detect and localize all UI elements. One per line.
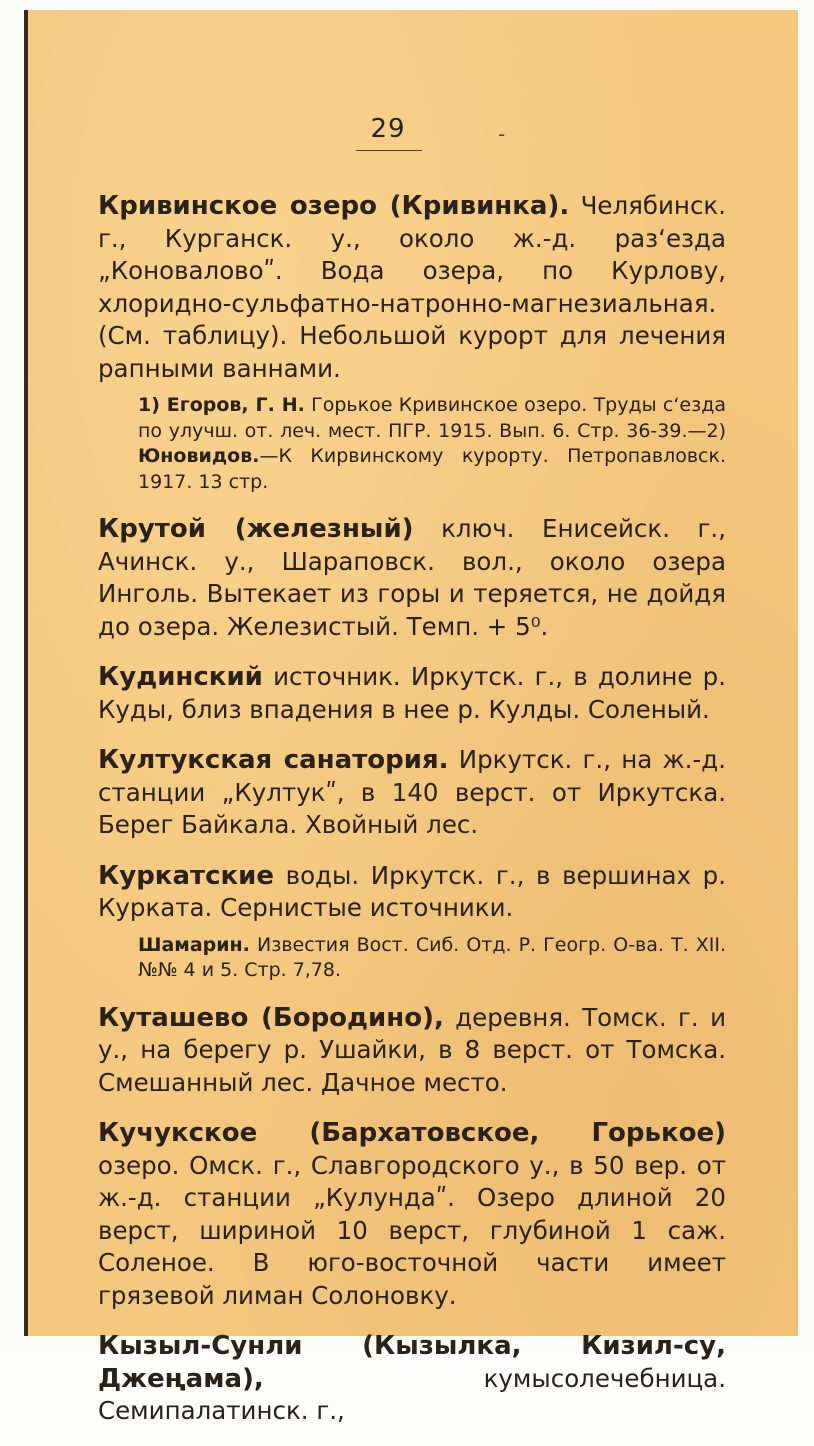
entry-body [98,661,726,726]
entry-krutoy [98,513,726,643]
reference-text: Горькое Кривинское озеро. Труды с‘езда по улучш. от. леч. мест. ПГР. 1915. Вып. 6. Стр. 36-39.—2) [138,394,726,442]
entry-text: источник. Иркутск. г., в долине р. Куды, близ впадения в нее р. Кулды. Соленый. [98,662,726,724]
entry-body [98,1002,726,1100]
entry-reference [138,393,726,495]
entry-headword: Култукская санатория. [98,745,449,775]
entry-text: воды. Иркутск. г., в вершинах р. Курката. Сернистые источники. [98,860,726,922]
page-text [98,190,726,1446]
entry-body [98,860,726,925]
book-page [24,10,798,1425]
entry-kurkatskie [98,860,726,984]
entry-headword: Кызыл-Сунли (Кызылка, Кизил-су, Джеңама), [98,1331,726,1394]
reference-text: Известия Вост. Сиб. Отд. Р. Геогр. О-ва. Т. XII. №№ 4 и 5. Стр. 7,78. [138,933,726,981]
entry-headword: Кутaшево (Бородино), [98,1002,444,1033]
entry-body [98,1330,726,1428]
entry-kyzyl-sunli [98,1330,726,1428]
entry-body [98,190,726,385]
entry-body [98,1117,726,1312]
entry-kutashevo [98,1002,726,1100]
entry-kudinsky [98,661,726,726]
entry-headword: Кривинское озеро (Кривинка). [98,191,570,221]
entry-text: озеро. Омск. г., Славгородского у., в 50 вер. от ж.-д. станции „Кулундаʺ. Озеро длиной 20 верст, шириной 10 верст, глубиной 1 саж. Соленое. В юго-восточной части имеет грязевой лиман Солоновку. [98,1150,726,1310]
entry-body [98,744,726,842]
reference-author: 1) Егоров, Г. Н. [138,394,305,416]
entry-kuchukskoe [98,1117,726,1312]
entry-headword: Кучукское (Бархатовское, Горькое) [98,1118,726,1148]
entry-headword: Крутой (железный) [98,514,414,544]
page-number-rule [356,150,422,151]
entry-text: Иркутск. г., на ж.-д. станции „Култукʺ, в 140 верст. от Иркутска. Берег Байкала. Хвойный лес. [98,745,726,839]
reference-author: Шамарин. [138,933,250,956]
entry-headword: Куркатские [98,860,274,891]
entry-kultukskaya [98,744,726,842]
stray-mark: - [498,122,506,146]
entry-body [98,513,726,643]
entry-text: кумысолечебница. Семипалатинск. г., [98,1363,726,1425]
entry-text: деревня. Томск. г. и у., на берегу р. Ушайки, в 8 верст. от Томска. Смешанный лес. Дачное место. [98,1002,727,1097]
entry-headword: Кудинский [98,662,263,692]
page-number: 29 [370,114,406,144]
entry-krivinskoe [98,190,726,495]
entry-text: Челябинск. г., Курганск. у., около ж.-д. раз‘езда „Коноваловоʺ. Вода озера, по Курлову, хлоридно-сульфатно-натронно-магнезиальная. (См. таблицу). Небольшой курорт для лечения рапными ваннами. [98,191,726,383]
entry-reference [138,933,726,984]
entry-text: ключ. Енисейск. г., Ачинск. у., Шараповск. вол., около озера Инголь. Вытекает из горы и теряется, не дойдя до озера. Железистый. Темп. + 5⁰. [98,514,726,641]
reference-author: Юновидов. [138,445,260,467]
reference-text: —К Кирвинскому курорту. Петропавловск. 1917. 13 стр. [138,445,726,493]
